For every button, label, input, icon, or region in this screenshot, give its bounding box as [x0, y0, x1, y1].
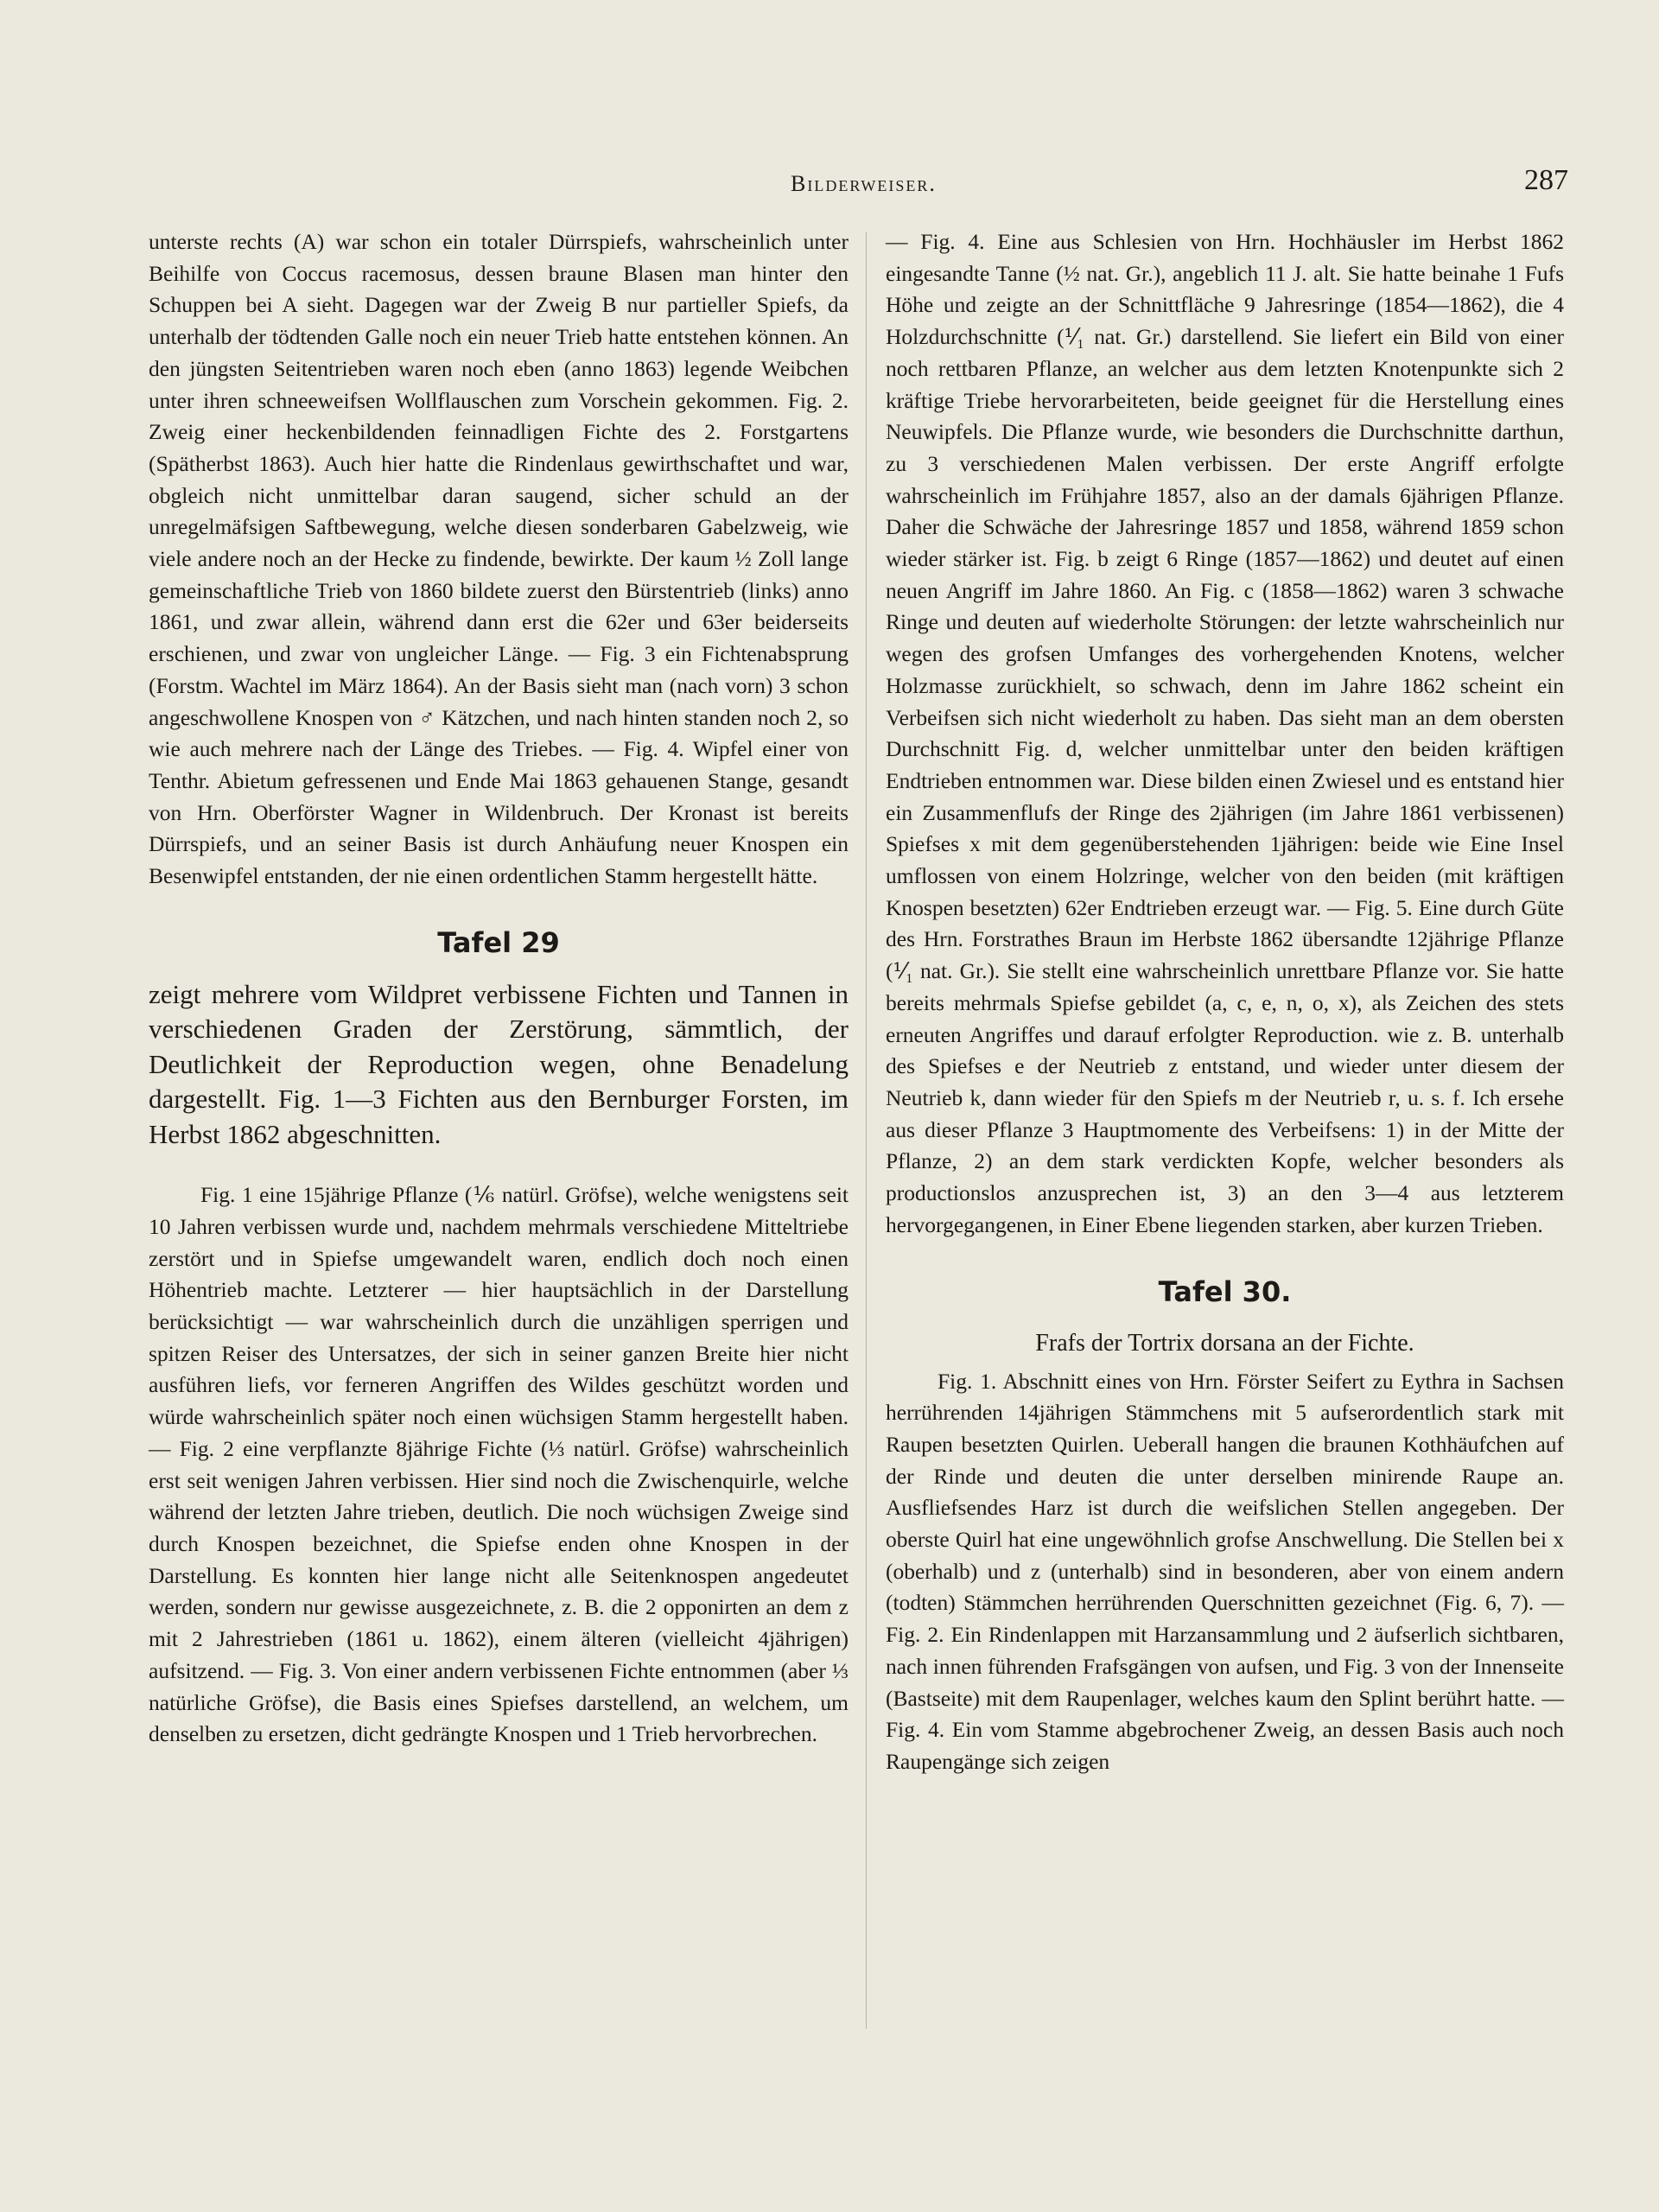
left-paragraph-1: unterste rechts (A) war schon ein totaler Dürrspiefs, wahrscheinlich unter Beihilfe von Coccus racemosus, dessen braune Blasen man hinter den Schuppen bei A sieht. Dagegen war der Zweig B nur partieller Spiefs, da unterhalb der tödtenden Galle noch ein neuer Trieb hatte entstehen können. An den jüngsten Seitentrieben waren noch eben (anno 1863) legende Weibchen unter ihren schneeweifsen Wollflauschen zum Vorschein gekommen. Fig. 2. Zweig einer heckenbildenden feinnadligen Fichte des 2. Forstgartens (Spätherbst 1863). Auch hier hatte die Rindenlaus gewirthschaftet und war, obgleich nicht unmittelbar daran saugend, sicher schuld an der unregelmäfsigen Saftbewegung, welche diesen sonderbaren Gabelzweig, wie viele andere noch an der Hecke zu findende, bewirkte. Der kaum ½ Zoll lange gemeinschaftliche Trieb von 1860 bildete zuerst den Bürstentrieb (links) anno 1861, und zwar allein, während dann erst die 62er und 63er beiderseits erschienen, und zwar von ungleicher Länge. — Fig. 3 ein Fichtenabsprung (Forstm. Wachtel im März 1864). An der Basis sieht man (nach vorn) 3 schon angeschwollene Knospen von ♂ Kätzchen, und nach hinten standen noch 2, so wie auch mehrere nach der Länge des Triebes. — Fig. 4. Wipfel einer von Tenthr. Abietum gefressenen und Ende Mai 1863 gehauenen Stange, gesandt von Hrn. Oberförster Wagner in Wildenbruch. Der Kronast ist bereits Dürrspiefs, und an seiner Basis ist durch Anhäufung neuer Knospen ein Besenwipfel entstanden, der nie einen ordentlichen Stamm hergestellt hätte. — [149, 229, 849, 889]
plate-30-subtitle: Frafs der Tortrix dorsana an der Fichte. — [1035, 1329, 1414, 1357]
plate-29-intro: zeigt mehrere vom Wildpret verbissene Fichten und Tannen in verschiedenen Graden der Zerstörung, sämmtlich, der Deutlichkeit der Reproduction wegen, ohne Benadelung dargestellt. Fig. 1—3 Fichten aus den Bernburger Forsten, im Herbst 1862 abgeschnitten. — [149, 978, 849, 1149]
right-column — [886, 226, 1564, 1778]
left-paragraph-2: Fig. 1 eine 15jährige Pflanze (⅙ natürl. Gröfse), welche wenigstens seit 10 Jahren verbissen wurde und, nachdem mehrmals verschiedene Mitteltriebe zerstört und in Spiefse umgewandelt waren, endlich doch noch einen Höhentrieb machte. Letzterer — hier hauptsächlich in der Darstellung berücksichtigt — war wahrscheinlich durch die unzähligen sperrigen und spitzen Reiser des Untersatzes, der sich in seiner ganzen Breite hier nicht ausführen liefs, vor ferneren Angriffen des Wildes geschützt worden und würde wahrscheinlich später noch einen wüchsigen Stamm hergestellt haben. — Fig. 2 eine verpflanzte 8jährige Fichte (⅓ natürl. Gröfse) wahrscheinlich erst seit wenigen Jahren verbissen. Hier sind noch die Zwischenquirle, welche während der letzten Jahre trieben, deutlich. Die noch wüchsigen Zweige sind durch Knospen bezeichnet, die Spiefse enden ohne Knospen in der Darstellung. Es konnten hier lange nicht alle Seitenknospen angedeutet werden, sondern nur gewisse ausgezeichnete, z. B. die 2 opponirten an dem z mit 2 Jahrestrieben (1861 u. 1862), einem älteren (vielleicht 4jährigen) aufsitzend. — Fig. 3. Von einer andern verbissenen Fichte entnommen (aber ⅓ natürliche Gröfse), die Basis eines Spiefses darstellend, an welchem, um denselben zu ersetzen, dicht gedrängte Knospen und 1 Trieb hervorbrechen. — [149, 1182, 849, 1747]
page-number: 287 — [1524, 164, 1568, 196]
running-title: Bilderweiser. — [791, 171, 937, 196]
column-divider — [866, 232, 867, 2029]
right-paragraph-2: Fig. 1. Abschnitt eines von Hrn. Förster Seifert zu Eythra in Sachsen herrührenden 14jährigen Stämmchens mit 5 aufserordentlich stark mit Raupen besetzten Quirlen. Ueberall hangen die braunen Kothhäufchen auf der Rinde und deuten die unter derselben minirende Raupe an. Ausfliefsendes Harz ist durch die weifslichen Stellen angegeben. Der oberste Quirl hat eine ungewöhnlich grofse Anschwellung. Die Stellen bei x (oberhalb) und z (unterhalb) sind in besonderen, aber von einem andern (todten) Stämmchen herrührenden Querschnitten gezeichnet (Fig. 6, 7). — Fig. 2. Ein Rindenlappen mit Harzansammlung und 2 äufserlich sichtbaren, nach innen führenden Frafsgängen von aufsen, und Fig. 3 von der Innenseite (Bastseite) mit dem Raupenlager, welches kaum den Splint berührt hatte. — Fig. 4. Ein vom Stamme abgebrochener Zweig, an dessen Basis auch noch Raupengänge sich zeigen — [886, 1368, 1564, 1774]
right-paragraph-1: — Fig. 4. Eine aus Schlesien von Hrn. Hochhäusler im Herbst 1862 eingesandte Tanne (½ nat. Gr.), angeblich 11 J. alt. Sie hatte beinahe 1 Fufs Höhe und zeigte an der Schnittfläche 9 Jahresringe (1854—1862), die 4 Holzdurchschnitte (⅟₁ nat. Gr.) darstellend. Sie liefert ein Bild von einer noch rettbaren Pflanze, an welcher aus dem letzten Knotenpunkte sich 2 kräftige Triebe hervorarbeiteten, beide geeignet für die Herstellung eines Neuwipfels. Die Pflanze wurde, wie besonders die Durchschnitte darthun, zu 3 verschiedenen Malen verbissen. Der erste Angriff erfolgte wahrscheinlich im Frühjahre 1857, also an der damals 6jährigen Pflanze. Daher die Schwäche der Jahresringe 1857 und 1858, während 1859 schon wieder stärker ist. Fig. b zeigt 6 Ringe (1857—1862) und deutet auf einen neuen Angriff im Jahre 1860. An Fig. c (1858—1862) waren 3 schwache Ringe und deuten auf wiederholte Störungen: der letzte wahrscheinlich nur wegen des grofsen Umfanges des vorhergehenden Knotens, welcher Holzmasse zurückhielt, so schwach, denn im Jahre 1862 scheint ein Verbeifsen sich nicht wiederholt zu haben. Das sieht man an dem obersten Durchschnitt Fig. d, welcher unmittelbar unter den beiden kräftigen Endtrieben entnommen war. Diese bilden einen Zwiesel und es entstand hier ein Zusammenflufs der Ringe des 2jährigen (im Jahre 1861 verbissenen) Spiefses x mit dem gegenüberstehenden 1jährigen: beide wie Eine Insel umflossen von einem Holzringe, welcher von den beiden (mit kräftigen Knospen besetzten) 62er Endtrieben erzeugt war. — Fig. 5. Eine durch Güte des Hrn. Forstrathes Braun im Herbste 1862 übersandte 12jährige Pflanze (⅟₁ nat. Gr.). Sie stellt eine wahrscheinlich unrettbare Pflanze vor. Sie hatte bereits mehrmals Spiefse gebildet (a, c, e, n, o, x), als Zeichen des stets erneuten Angriffes und darauf erfolgter Reproduction. wie z. B. unterhalb des Spiefses e der Neutrieb z entstand, und wieder unter diesem der Neutrieb k, dann wieder für den Spiefs m der Neutrieb r, u. s. f. Ich ersehe aus dieser Pflanze 3 Hauptmomente des Verbeifsens: 1) in der Mitte der Pflanze, 2) an dem stark verdickten Kopfe, welcher besonders als productionslos anzusprechen ist, 3) an den 3—4 aus letzterem hervorgegangenen, in Einer Ebene liegenden starken, aber kurzen Trieben. — [886, 229, 1564, 1237]
left-column — [149, 226, 849, 1751]
page-header — [147, 164, 1568, 207]
plate-29-heading: Tafel 29 — [437, 925, 560, 959]
plate-30-heading: Tafel 30. — [1158, 1274, 1292, 1308]
